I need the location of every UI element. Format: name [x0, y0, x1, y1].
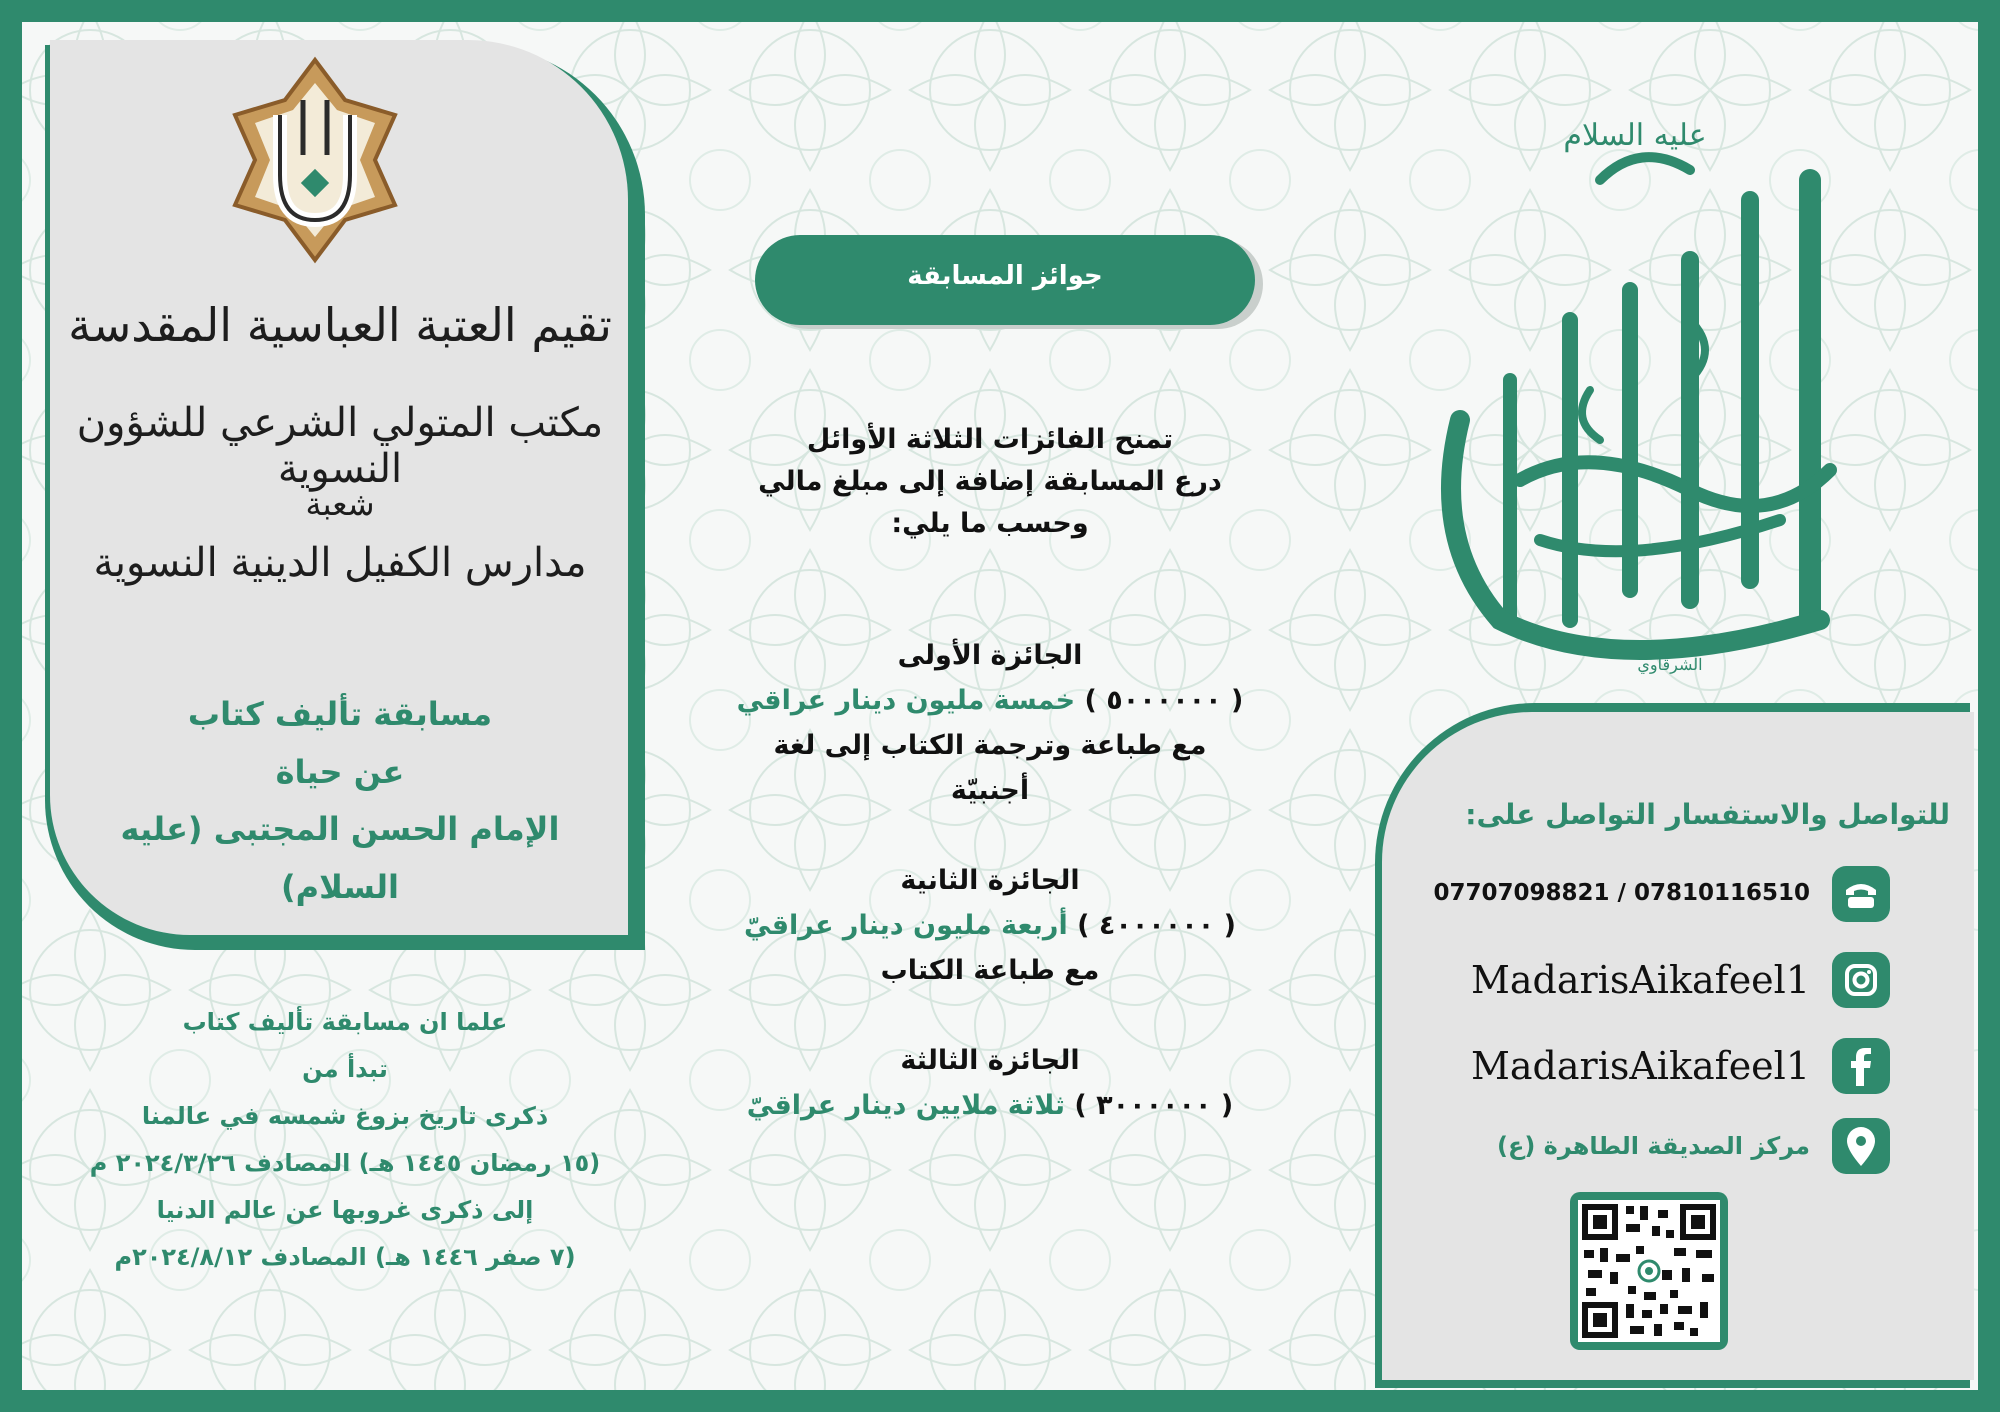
prizes-intro-line: تمنح الفائزات الثلاثة الأوائل [806, 424, 1174, 455]
third-prize-amount [690, 1090, 1290, 1121]
calligraphy-line-2: مكتب المتولي الشرعي للشؤون النسوية [76, 400, 604, 492]
note-line: ذكرى تاريخ بزوغ شمسه في عالمنا [141, 1102, 549, 1130]
location-text[interactable]: مركز الصديقة الطاهرة (ع) [1496, 1132, 1810, 1160]
second-prize-heading: الجائزة الثانية [900, 865, 1080, 896]
hasan-calligraphy [1390, 60, 1910, 700]
location-pin-icon[interactable] [1832, 1118, 1890, 1174]
competition-title-line-3: الإمام الحسن المجتبى (عليه السلام) [120, 810, 560, 906]
note-line: تبدأ من [302, 1055, 388, 1083]
calligraphy-line-1: تقيم العتبة العباسية المقدسة [68, 298, 612, 352]
prizes-intro-line: وحسب ما يلي: [891, 508, 1089, 539]
facebook-handle[interactable]: MadarisAikafeel1 [1470, 1044, 1810, 1088]
first-prize-text: خمسة مليون دينار عراقي [736, 685, 1076, 716]
calligraphy-top-text: عليه السلام [1563, 118, 1707, 153]
qr-code-pattern [1578, 1200, 1720, 1342]
first-prize-extra: أجنبيّة [950, 775, 1030, 806]
note-line: (١٥ رمضان ١٤٤٥ هـ) المصادف ٢٠٢٤/٣/٢٦ م [89, 1149, 601, 1177]
phone-numbers[interactable]: 07707098821 / 07810116510 [1433, 880, 1810, 906]
note-line: إلى ذكرى غروبها عن عالم الدنيا [156, 1196, 534, 1224]
first-prize-number: ( ٥٠٠٠٠٠٠ ) [1084, 685, 1244, 716]
second-prize-extra: مع طباعة الكتاب [880, 955, 1100, 986]
calligraphy-line-3: شعبة [305, 485, 375, 523]
first-prize-heading: الجائزة الأولى [897, 640, 1083, 671]
organization-logo [225, 55, 405, 265]
first-prize-extra: مع طباعة وترجمة الكتاب إلى لغة [773, 730, 1207, 761]
contact-title: للتواصل والاستفسار التواصل على: [1465, 798, 1950, 831]
third-prize-heading: الجائزة الثالثة [900, 1045, 1080, 1076]
third-prize-text: ثلاثة ملايين دينار عراقيّ [746, 1090, 1065, 1121]
instagram-handle[interactable]: MadarisAikafeel1 [1470, 958, 1810, 1002]
calligrapher-signature: الشرقاوي [1637, 655, 1703, 674]
prizes-title-banner [755, 235, 1255, 325]
note-line: (٧ صفر ١٤٤٦ هـ) المصادف ٢٠٢٤/٨/١٢م [114, 1243, 576, 1271]
competition-title-line-2: عن حياة [275, 753, 405, 791]
instagram-icon[interactable] [1832, 952, 1890, 1008]
facebook-icon[interactable] [1832, 1038, 1890, 1094]
competition-title-line-1: مسابقة تأليف كتاب [187, 695, 493, 733]
third-prize-number: ( ٣٠٠٠٠٠٠ ) [1074, 1090, 1234, 1121]
prizes-intro-line: درع المسابقة إضافة إلى مبلغ مالي [758, 466, 1222, 497]
second-prize-text: أربعة مليون دينار عراقيّ [744, 910, 1068, 941]
first-prize-amount [690, 685, 1290, 716]
second-prize-amount [690, 910, 1290, 941]
calligraphy-line-4: مدارس الكفيل الدينية النسوية [93, 540, 587, 586]
qr-code[interactable] [1570, 1192, 1728, 1350]
prizes-title: جوائز المسابقة [907, 261, 1103, 291]
note-line: علما ان مسابقة تأليف كتاب [182, 1008, 508, 1036]
second-prize-number: ( ٤٠٠٠٠٠٠ ) [1077, 910, 1236, 941]
phone-icon[interactable] [1832, 866, 1890, 922]
